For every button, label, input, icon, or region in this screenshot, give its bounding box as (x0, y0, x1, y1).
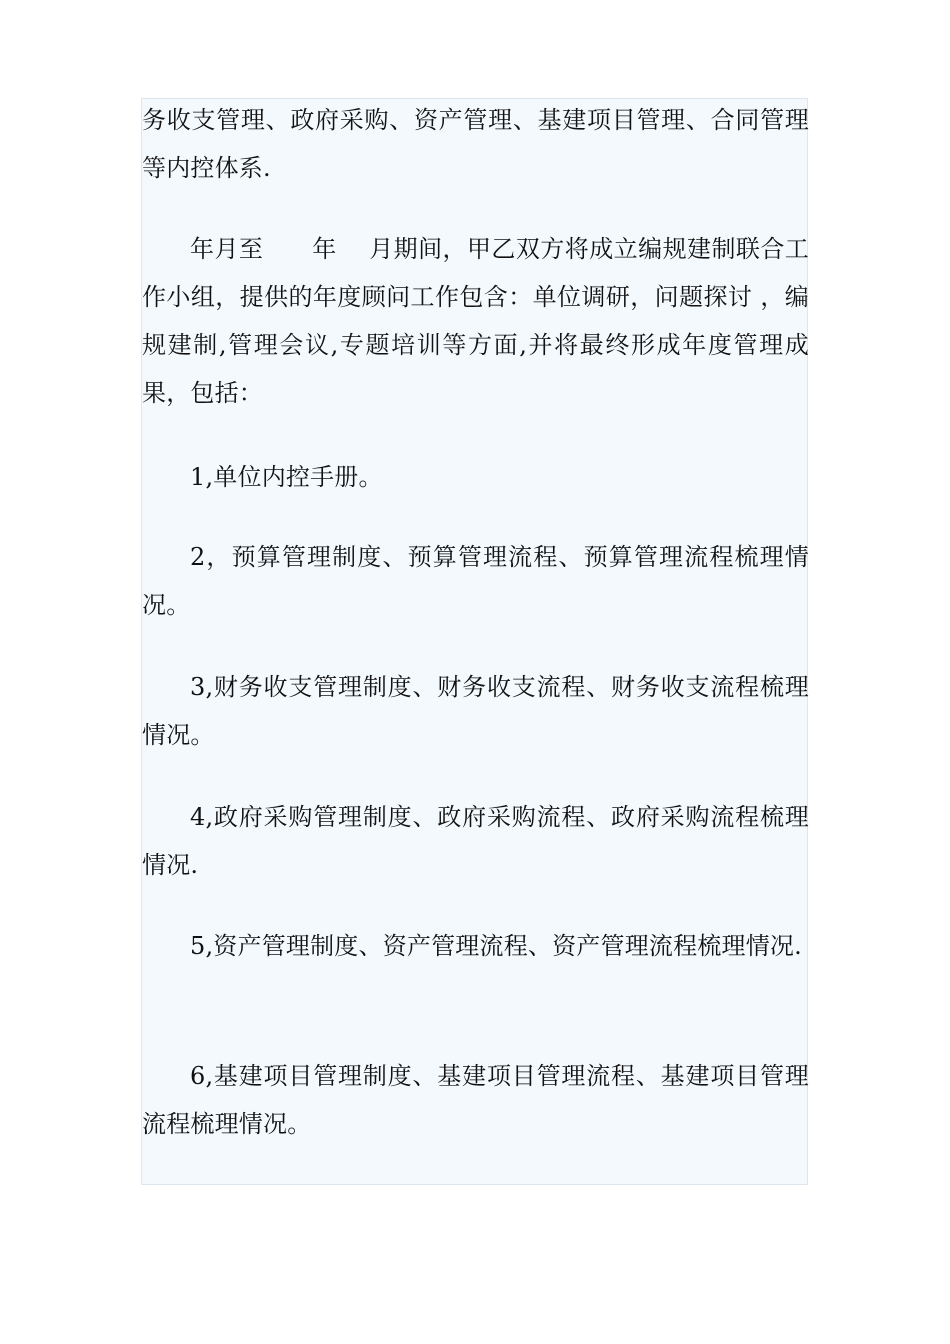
list-item-6: 6,基建项目管理制度、基建项目管理流程、基建项目管理流程梳理情况。 (142, 1062, 809, 1138)
paragraph-continuation: 务收支管理、政府采购、资产管理、基建项目管理、合同管理等内控体系. (142, 106, 809, 182)
list-item-3: 3,财务收支管理制度、财务收支流程、财务收支流程梳理情况。 (142, 673, 809, 749)
list-item-4: 4,政府采购管理制度、政府采购流程、政府采购流程梳理情况. (142, 803, 809, 879)
list-item-5: 5,资产管理制度、资产管理流程、资产管理流程梳理情况. (190, 932, 802, 960)
list-item-2: 2，预算管理制度、预算管理流程、预算管理流程梳理情况。 (142, 543, 809, 619)
text-content-box (141, 98, 808, 1185)
paragraph-work-scope: 年月至 年 月期间，甲乙双方将成立编规建制联合工作小组，提供的年度顾问工作包含：单位调研，问题探讨 ，编规建制,管理会议,专题培训等方面,并将最终形成年度管理成果，包括： (142, 235, 809, 407)
list-item-1: 1,单位内控手册。 (190, 463, 383, 491)
